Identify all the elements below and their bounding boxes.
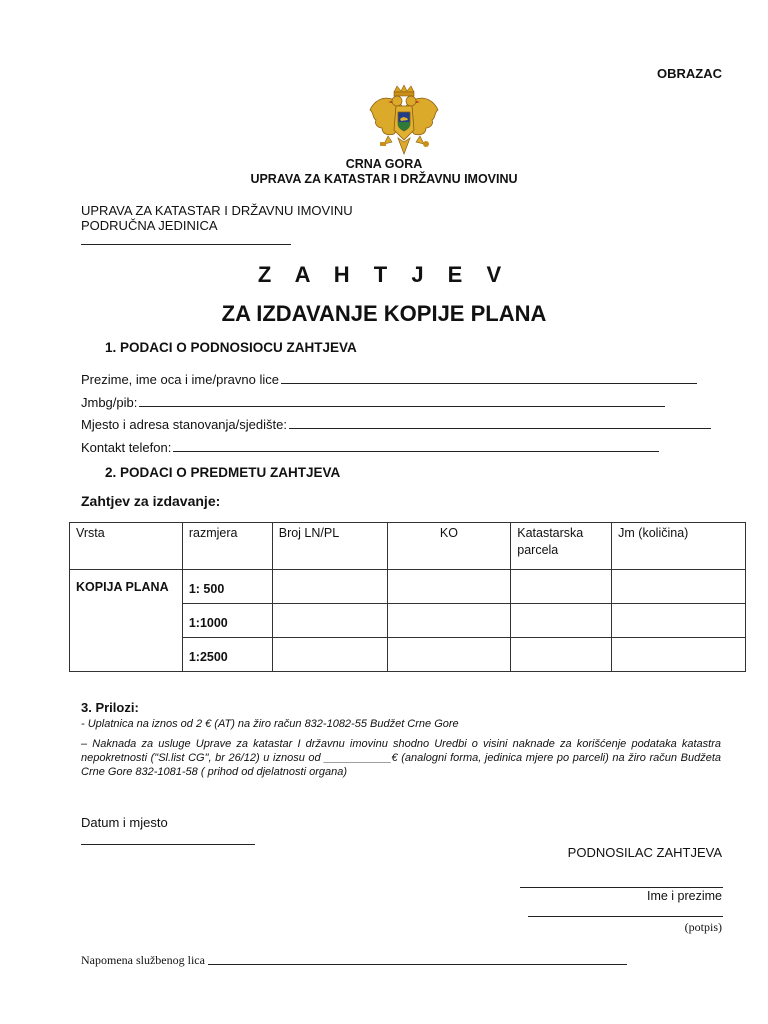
table-input-cell[interactable] [511, 638, 612, 672]
table-input-cell[interactable] [387, 638, 511, 672]
field-address-label: Mjesto i adresa stanovanja/sjedište: [81, 417, 287, 432]
table-input-cell[interactable] [612, 638, 746, 672]
signature-label: (potpis) [684, 920, 722, 934]
table-input-cell[interactable] [511, 570, 612, 604]
table-scale-cell: 1: 500 [182, 570, 272, 604]
field-name [81, 369, 697, 387]
table-row [70, 570, 746, 604]
table-input-cell[interactable] [272, 604, 387, 638]
field-phone-blank[interactable] [173, 451, 659, 452]
attachment-item: - Uplatnica na iznos od 2 € (AT) na žiro račun 832-1082-55 Budžet Crne Gore [81, 718, 459, 730]
table-input-cell[interactable] [387, 570, 511, 604]
table-input-cell[interactable] [511, 604, 612, 638]
date-place-label: Datum i mjesto [81, 815, 168, 830]
official-note-blank[interactable] [208, 964, 627, 965]
table-header-cell: Katastarska parcela [511, 523, 612, 570]
table-header-cell: Broj LN/PL [272, 523, 387, 570]
official-note [81, 952, 627, 968]
field-address [81, 414, 711, 432]
country-name: CRNA GORA [345, 157, 423, 171]
request-table [69, 522, 746, 672]
field-jmbg-blank[interactable] [139, 406, 665, 407]
table-header-row [70, 523, 746, 570]
field-phone [81, 437, 659, 455]
field-name-label: Prezime, ime oca i ime/pravno lice [81, 372, 279, 387]
official-note-label: Napomena službenog lica [81, 953, 205, 967]
date-place-blank[interactable] [81, 844, 255, 845]
table-header-cell: KO [387, 523, 511, 570]
field-phone-label: Kontakt telefon: [81, 440, 172, 455]
field-jmbg-label: Jmbg/pib: [81, 395, 138, 410]
table-input-cell[interactable] [387, 604, 511, 638]
signature-blank[interactable] [528, 916, 723, 917]
name-blank[interactable] [520, 887, 723, 888]
attachment-item: – Naknada za usluge Uprave za katastar I državnu imovinu shodno Uredbi o visini naknade za korišćenje podataka katastra nepokretnosti ("Sl.list CG", br 26/12) u iznosu od ___________€ (analogni forma, jedinica mjere po parceli) na žiro račun Budžeta Crne Gore 832-1081-58 ( prihod od djelatnosti organa) [81, 738, 721, 778]
table-header-cell: Vrsta [70, 523, 183, 570]
agency-name: UPRAVA ZA KATASTAR I DRŽAVNU IMOVINU [250, 172, 518, 186]
form-label: OBRAZAC [657, 66, 722, 81]
document-title: Z A H T J E V [257, 262, 511, 287]
field-jmbg [81, 392, 665, 410]
name-label: Ime i prezime [646, 889, 722, 903]
section1-heading: 1. PODACI O PODNOSIOCU ZAHTJEVA [105, 340, 357, 355]
field-name-blank[interactable] [281, 383, 697, 384]
attachments-heading: 3. Prilozi: [81, 700, 139, 715]
table-input-cell[interactable] [272, 638, 387, 672]
recipient-unit-blank[interactable] [81, 244, 291, 245]
table-scale-cell: 1:2500 [182, 638, 272, 672]
document-subtitle: ZA IZDAVANJE KOPIJE PLANA [221, 301, 547, 326]
table-input-cell[interactable] [272, 570, 387, 604]
table-input-cell[interactable] [612, 570, 746, 604]
table-scale-cell: 1:1000 [182, 604, 272, 638]
field-address-blank[interactable] [289, 428, 711, 429]
section2-heading: 2. PODACI O PREDMETU ZAHTJEVA [105, 465, 341, 480]
recipient-line2: PODRUČNA JEDINICA [81, 218, 218, 233]
applicant-label: PODNOSILAC ZAHTJEVA [567, 845, 722, 860]
coat-of-arms-icon [364, 84, 444, 164]
table-type-cell: KOPIJA PLANA [70, 570, 183, 672]
table-header-cell: razmjera [182, 523, 272, 570]
table-header-cell: Jm (količina) [612, 523, 746, 570]
recipient-line1: UPRAVA ZA KATASTAR I DRŽAVNU IMOVINU [81, 203, 353, 218]
request-subheading: Zahtjev za izdavanje: [81, 493, 221, 509]
table-input-cell[interactable] [612, 604, 746, 638]
